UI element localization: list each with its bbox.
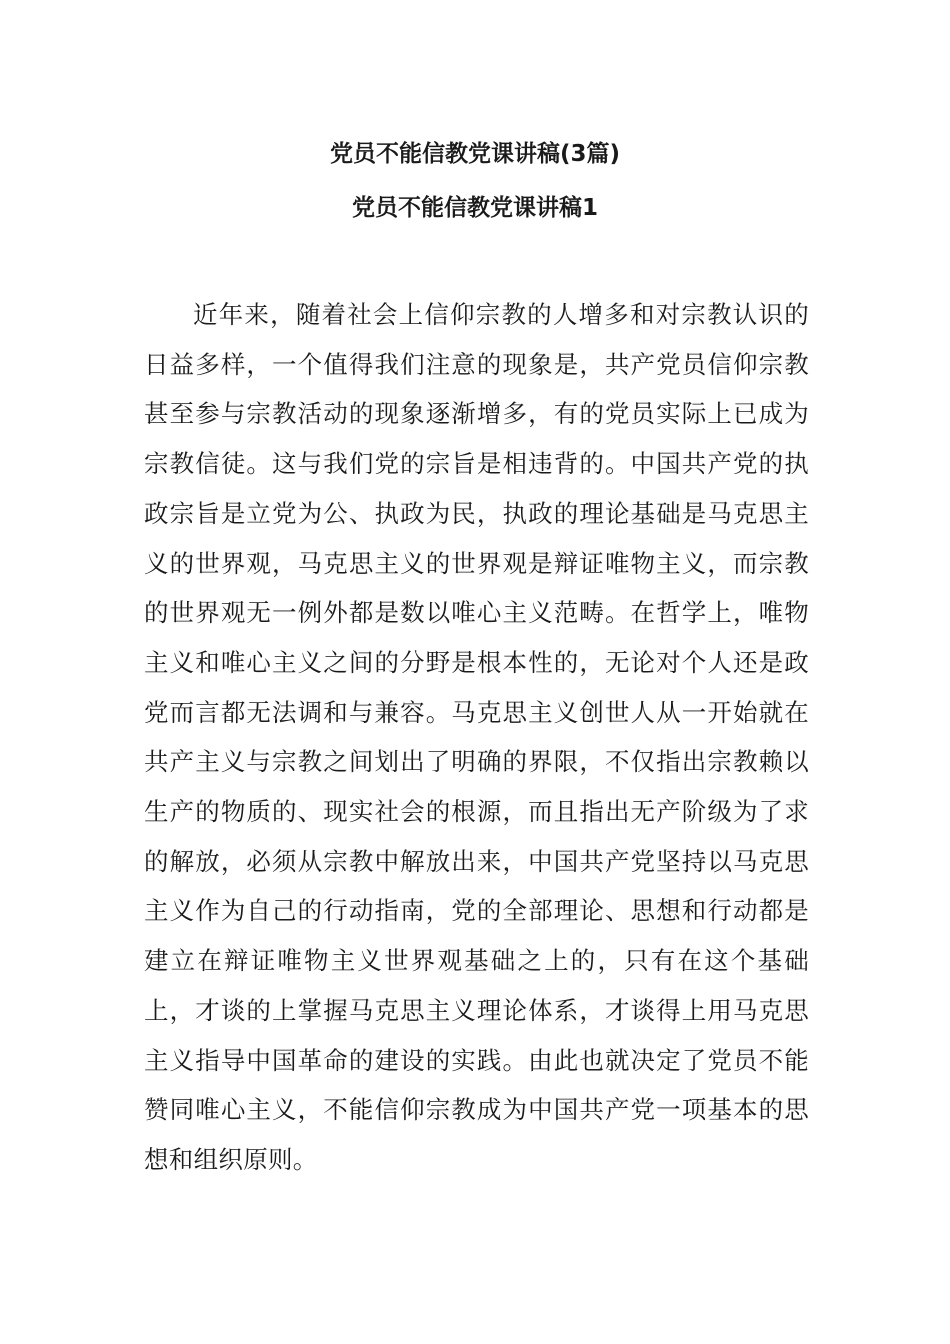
section-title: 党员不能信教党课讲稿1 — [351, 195, 598, 221]
body-paragraph: 近年来，随着社会上信仰宗教的人增多和对宗教认识的日益多样，一个值得我们注意的现象是，共产党员信仰宗教甚至参与宗教活动的现象逐渐增多，有的党员实际上已成为宗教信徒。这与我们党的宗旨是相违背的。中国共产党的执政宗旨是立党为公、执政为民，执政的理论基础是马克思主义的世界观，马克思主义的世界观是辩证唯物主义，而宗教的世界观无一例外都是数以唯心主义范畴。在哲学上，唯物主义和唯心主义之间的分野是根本性的，无论对个人还是政党而言都无法调和与兼容。马克思主义创世人从一开始就在共产主义与宗教之间划出了明确的界限，不仅指出宗教赖以生产的物质的、现实社会的根源，而且指出无产阶级为了求的解放，必须从宗教中解放出来，中国共产党坚持以马克思主义作为自己的行动指南，党的全部理论、思想和行动都是建立在辩证唯物主义世界观基础之上的，只有在这个基础上，才谈的上掌握马克思主义理论体系，才谈得上用马克思主义指导中国革命的建设的实践。由此也就决定了党员不能赞同唯心主义，不能信仰宗教成为中国共产党一项基本的思想和组织原则。 — [144, 300, 809, 1174]
document-title: 党员不能信教党课讲稿(3篇) — [329, 141, 621, 167]
